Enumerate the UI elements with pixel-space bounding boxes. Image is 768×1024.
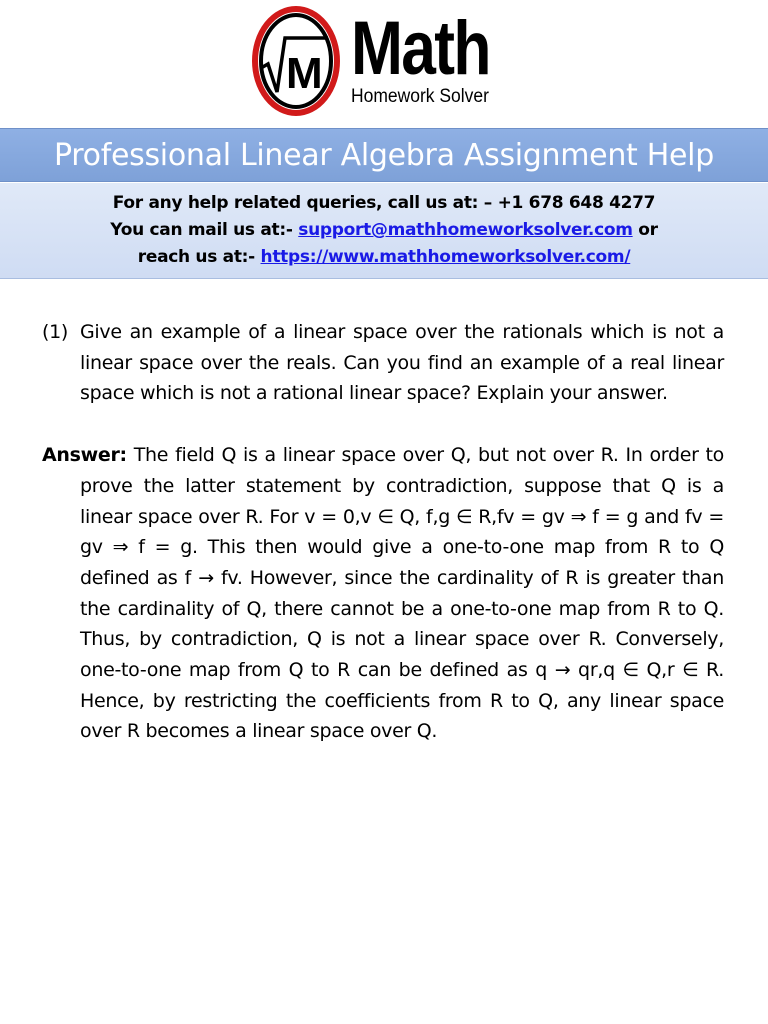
paragraph-spacer: [42, 409, 724, 440]
question-paragraph: [42, 317, 724, 409]
sqrt-m-logo-icon: [252, 4, 340, 116]
page-title: Professional Linear Algebra Assignment Help: [54, 138, 714, 173]
main-content: [42, 317, 724, 747]
question-text: Give an example of a linear space over the rationals which is not a linear space over the reals. Can you find an example of a real linear space which is not a rational linear space? Explain your answer.: [80, 321, 724, 405]
website-link[interactable]: https://www.mathhomeworksolver.com/: [260, 247, 631, 267]
contact-email-suffix: or: [632, 220, 658, 240]
contact-website-line: [0, 244, 768, 271]
answer-label: Answer:: [42, 444, 127, 467]
contact-box: [0, 183, 768, 279]
answer-text: The field Q is a linear space over Q, but not over R. In order to prove the latter statement by contradiction, suppose that Q is a linear space over R. For v = 0,v ∈ Q, f,g ∈ R,fv = gv ⇒ f = g and fv = gv ⇒ f = g. This then would give a one-to-one map from R to Q defined as f → fv. However, since the cardinality of R is greater than the cardinality of Q, there cannot be a one-to-one map from R to Q. Thus, by contradiction, Q is not a linear space over R. Conversely, one-to-one map from Q to R can be defined as q → qr,q ∈ Q,r ∈ R. Hence, by restricting the coefficients from R to Q, any linear space over R becomes a linear space over Q.: [80, 444, 724, 743]
contact-email-line: [0, 217, 768, 244]
logo-mark-letter: M: [286, 49, 323, 98]
contact-website-prefix: reach us at:-: [137, 247, 261, 267]
answer-paragraph: [42, 440, 724, 747]
logo-subtitle: Homework Solver: [351, 86, 489, 107]
email-link[interactable]: support@mathhomeworksolver.com: [298, 220, 633, 240]
contact-email-prefix: You can mail us at:-: [110, 220, 299, 240]
logo-wordmark: Math: [351, 6, 490, 91]
site-logo: [252, 4, 512, 120]
question-number: (1): [42, 321, 69, 343]
title-banner: [0, 128, 768, 182]
contact-phone-line: For any help related queries, call us at: – +1 678 648 4277: [112, 193, 656, 213]
